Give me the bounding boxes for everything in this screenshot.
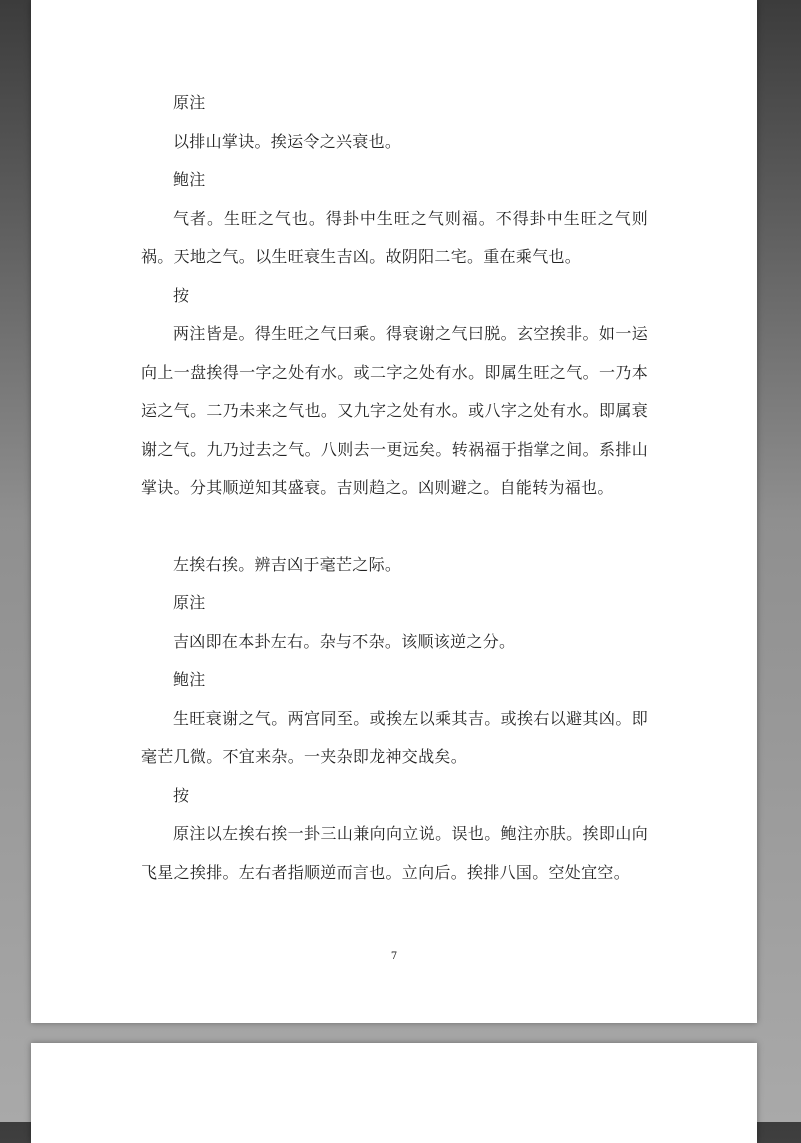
page-number: 7 <box>390 951 398 962</box>
original-note-text: 以排山掌诀。挨运令之兴衰也。 <box>173 131 402 151</box>
heading-bao-note: 鲍注 <box>173 670 206 689</box>
heading-original-note: 原注 <box>173 93 206 112</box>
heading-bao-note: 鲍注 <box>173 170 206 189</box>
commentary-text: 原注以左挨右挨一卦三山兼向向立说。误也。鲍注亦肤。挨即山向飞星之挨排。左右者指顺逆而言也。立向后。挨排八国。空处宜空。 <box>141 824 648 882</box>
section-spacer <box>141 508 648 546</box>
bao-note-text: 生旺衰谢之气。两宫同至。或挨左以乘其吉。或挨右以避其凶。即毫芒几微。不宜来杂。一夹杂即龙神交战矣。 <box>141 708 648 766</box>
commentary-text: 两注皆是。得生旺之气曰乘。得衰谢之气曰脱。玄空挨非。如一运向上一盘挨得一字之处有水。或二字之处有水。即属生旺之气。一乃本运之气。二乃未来之气也。又九字之处有水。或八字之处有水。即属衰谢之气。九乃过去之气。八则去一更远矣。转祸福于指掌之间。系排山掌诀。分其顺逆知其盛衰。吉则趋之。凶则避之。自能转为福也。 <box>141 324 648 497</box>
document-page <box>31 0 757 1023</box>
original-note-text: 吉凶即在本卦左右。杂与不杂。该顺该逆之分。 <box>173 631 516 651</box>
heading-commentary: 按 <box>173 785 190 805</box>
heading-original-note: 原注 <box>173 593 206 612</box>
bao-note-text: 气者。生旺之气也。得卦中生旺之气则福。不得卦中生旺之气则祸。天地之气。以生旺衰生吉凶。故阴阳二宅。重在乘气也。 <box>141 208 648 266</box>
page-body <box>141 84 648 892</box>
heading-commentary: 按 <box>173 285 190 305</box>
verse-line: 左挨右挨。辨吉凶于毫芒之际。 <box>173 554 402 574</box>
next-document-page <box>31 1043 757 1143</box>
